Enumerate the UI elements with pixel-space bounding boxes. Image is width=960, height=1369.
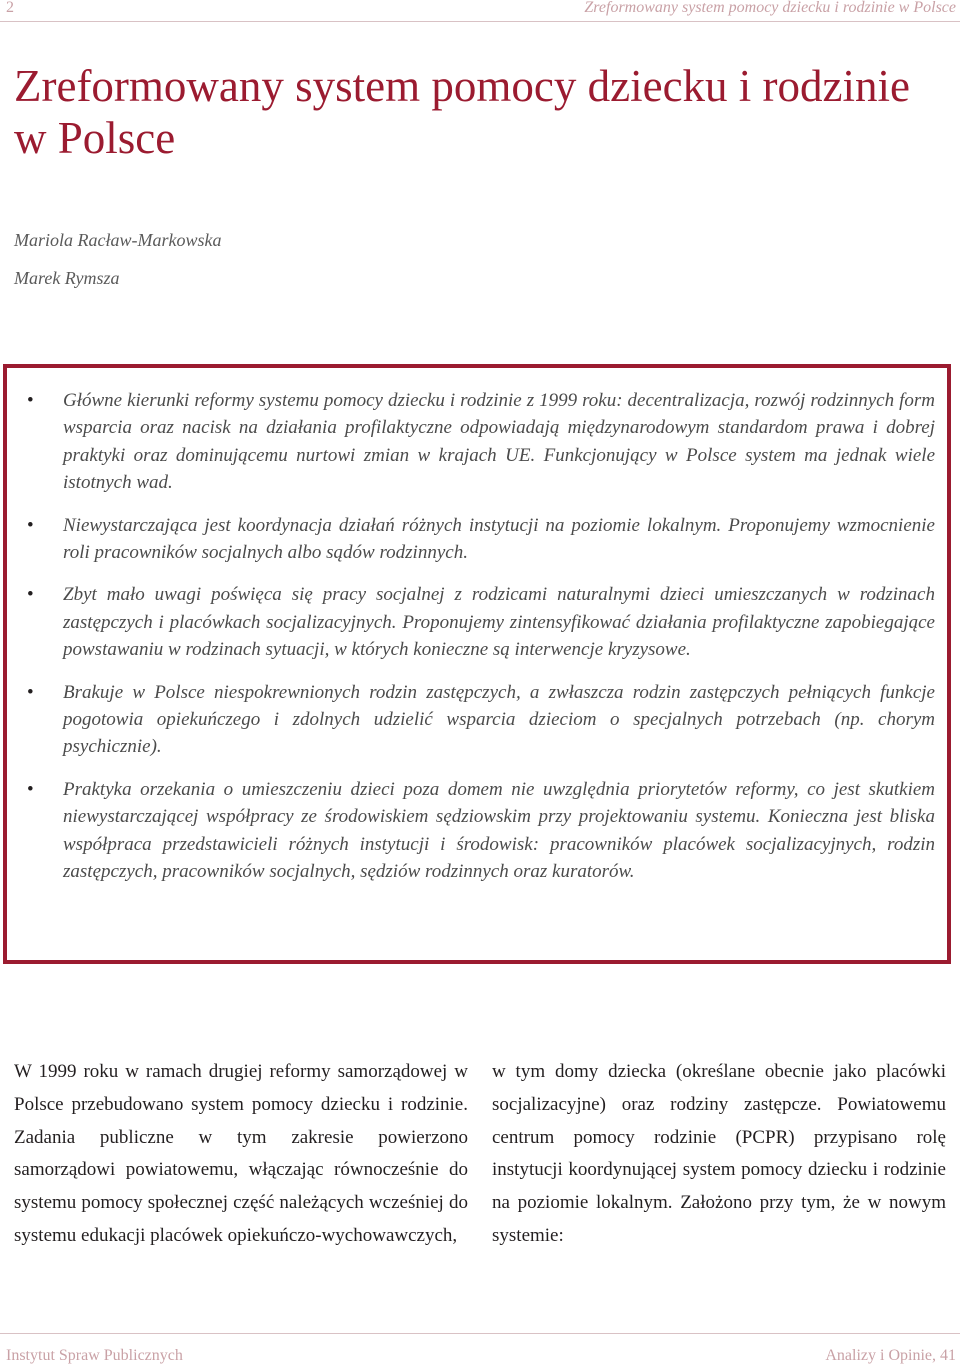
header-rule — [0, 21, 960, 22]
summary-bullet: • Praktyka orzekania o umieszczeniu dzieci poza domem nie uwzględnia priorytetów reformy, co jest skutkiem niewystarczającej współpracy ze środowiskiem sędziowskim przy projektowaniu systemu. Konieczna jest bliska współpraca przedstawicieli różnych instytucji i środowisk: pracowników placówek socjalizacyjnych, rodzin zastępczych, pracowników socjalnych, sędziów rodzinnych oraz kuratorów. — [63, 776, 935, 886]
author-name: Marek Rymsza — [14, 268, 120, 288]
page-header — [0, 0, 960, 20]
summary-bullet: • Główne kierunki reformy systemu pomocy dziecku i rodzinie z 1999 roku: decentralizacja, rozwój rodzinnych form wsparcia oraz nacisk na działania profilaktyczne odpowiadają międzynarodowym standardom prawa i dobrej praktyki oraz dominującemu nurtowi zmian w krajach UE. Funkcjonujący w Polsce system ma jednak wiele istotnych wad. — [63, 387, 935, 497]
running-title: Zreformowany system pomocy dziecku i rodzinie w Polsce — [584, 0, 956, 16]
body-column-left: W 1999 roku w ramach drugiej reformy samorządowej w Polsce przebudowano system pomocy dziecku i rodzinie. Zadania publiczne w tym zakresie powierzono samorządowi powiatowemu, włączając równocześnie do systemu pomocy społecznej część należących wcześniej do systemu edukacji placówek opiekuńczo-wychowawczych, — [14, 1061, 468, 1246]
summary-bullet: • Zbyt mało uwagi poświęca się pracy socjalnej z rodzicami naturalnymi dzieci umieszczanych w rodzinach zastępczych i placówkach socjalizacyjnych. Proponujemy zintensyfikować działania profilaktyczne zapobiegające powstawaniu w rodzinach sytuacji, w których konieczne są interwencje kryzysowe. — [63, 581, 935, 663]
footer-series: Analizy i Opinie, 41 — [825, 1347, 956, 1364]
footer-publisher: Instytut Spraw Publicznych — [6, 1347, 183, 1364]
summary-list — [63, 387, 935, 901]
footer-rule — [0, 1333, 960, 1334]
article-title: Zreformowany system pomocy dziecku i rodzinie w Polsce — [14, 61, 910, 163]
page-number: 2 — [6, 0, 14, 16]
body-column-right: w tym domy dziecka (określane obecnie jako placówki socjalizacyjne) oraz rodziny zastępcze. Powiatowemu centrum pomocy rodzinie (PCPR) przypisano rolę instytucji koordynującej system pomocy dziecku i rodzinie na poziomie lokalnym. Założono przy tym, że w nowym systemie: — [492, 1061, 946, 1246]
summary-box — [3, 364, 951, 964]
summary-bullet: • Brakuje w Polsce niespokrewnionych rodzin zastępczych, a zwłaszcza rodzin zastępczych pełniących funkcje pogotowia opiekuńczego i zdolnych udzielić wsparcia dzieciom o specjalnych potrzebach (np. chorym psychicznie). — [63, 679, 935, 761]
summary-bullet: • Niewystarczająca jest koordynacja działań różnych instytucji na poziomie lokalnym. Proponujemy wzmocnienie roli pracowników socjalnych albo sądów rodzinnych. — [63, 512, 935, 567]
author-name: Mariola Racław-Markowska — [14, 230, 222, 250]
